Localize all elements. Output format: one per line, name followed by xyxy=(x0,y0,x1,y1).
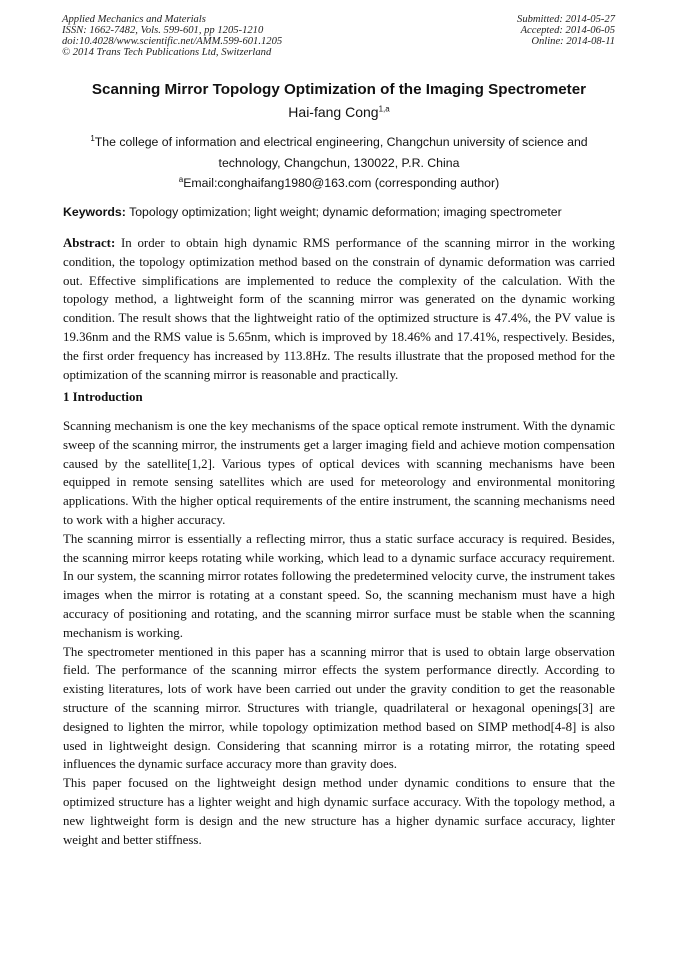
journal-info xyxy=(62,14,282,58)
email-superscript: a xyxy=(178,174,184,184)
intro-paragraph: The scanning mirror is essentially a reflecting mirror, thus a static surface accuracy is required. Besides, the scanning mirror keeps rotating while working, which lead to a dynamic surface accuracy requirement. In our system, the scanning mirror rotates following the predetermined velocity curve, the instrument takes images when the mirror is rotating at a constant speed. So, the scanning mechanism must have a high accuracy of positioning and rotating, and the scanning mirror surface must be stable when the scanning mechanism is working. xyxy=(63,531,615,640)
intro-paragraph: This paper focused on the lightweight design method under dynamic conditions to ensure that the optimized structure has a lighter weight and high dynamic surface accuracy. With the topology method, a new lightweight form is design and the new structure has a higher dynamic surface accuracy, lighter weight and better stiffness. xyxy=(63,776,615,847)
keywords-text: Topology optimization; light weight; dynamic deformation; imaging spectrometer xyxy=(125,205,562,219)
journal-issn: ISSN: 1662-7482, Vols. 599-601, pp 1205-1210 xyxy=(62,25,264,36)
submitted-date: Submitted: 2014-05-27 xyxy=(517,14,615,25)
online-date: Online: 2014-08-11 xyxy=(531,36,615,47)
abstract-label: Abstract: xyxy=(63,236,116,250)
affiliation-text: The college of information and electrical engineering, Changchun university of science and technology, Changchun, 130022, P.R. China xyxy=(94,135,588,170)
intro-paragraph: The spectrometer mentioned in this paper has a scanning mirror that is used to obtain large observation field. The performance of the scanning mirror effects the system performance directly. According to existing literatures, lots of work have been carried out under the gravity condition to get the reasonable structure of the scanning mirror. Structures with triangle, quadrilateral or hexagonal openings[3] are designed to lighten the mirror, while topology optimization method based on SIMP method[4-8] is also used in lightweight design. Considering that scanning mirror is a rotating mirror, the rotating speed influences the dynamic surface accuracy more than gravity does. xyxy=(63,644,615,772)
introduction-body xyxy=(63,417,615,849)
paper-title: Scanning Mirror Topology Optimization of the Imaging Spectrometer xyxy=(91,81,587,98)
abstract xyxy=(63,234,615,384)
journal-doi: doi:10.4028/www.scientific.net/AMM.599-601.1205 xyxy=(62,36,283,47)
email-text: Email:conghaifang1980@163.com (corresponding author) xyxy=(183,176,500,190)
abstract-text: In order to obtain high dynamic RMS performance of the scanning mirror in the working condition, the topology optimization method based on the constrain of dynamic deformation was carried out. Effective simplifications are implemented to reduce the complexity of the calculation. With the topology method, a lightweight form of the scanning mirror was generated on the dynamic working condition. The result shows that the lightweight ratio of the optimized structure is 47.4%, the PV value is 19.36nm and the RMS value is 5.65nm, which is improved by 18.46% and 17.41%, respectively. Besides, the first order frequency has increased by 113.8Hz. The results illustrate that the proposed method for the optimization of the scanning mirror is reasonable and practically. xyxy=(63,236,615,382)
journal-name: Applied Mechanics and Materials xyxy=(62,14,206,25)
author-name: Hai-fang Cong xyxy=(288,104,379,120)
keywords-label: Keywords: xyxy=(63,205,126,219)
affiliation xyxy=(70,132,608,174)
keywords xyxy=(63,205,615,219)
journal-copyright: © 2014 Trans Tech Publications Ltd, Switzerland xyxy=(62,47,272,58)
section-heading-introduction: 1 Introduction xyxy=(63,390,143,404)
intro-paragraph: Scanning mechanism is one the key mechanisms of the space optical remote instrument. With the dynamic sweep of the scanning mirror, the instruments get a larger imaging field and achieve motion compensation caused by the satellite[1,2]. Various types of optical devices with scanning mechanisms have been equipped in remote sensing satellites which are used for meteorology and environmental monitoring applications. With the higher optical requirements of the entire instrument, the scanning mechanisms need to work with a higher accuracy. xyxy=(63,419,615,527)
author-superscript: 1,a xyxy=(378,104,390,114)
submission-dates xyxy=(517,14,615,47)
affiliation-superscript: 1 xyxy=(90,133,95,143)
author-line xyxy=(0,104,678,120)
accepted-date: Accepted: 2014-06-05 xyxy=(520,25,615,36)
email-line xyxy=(0,176,678,190)
